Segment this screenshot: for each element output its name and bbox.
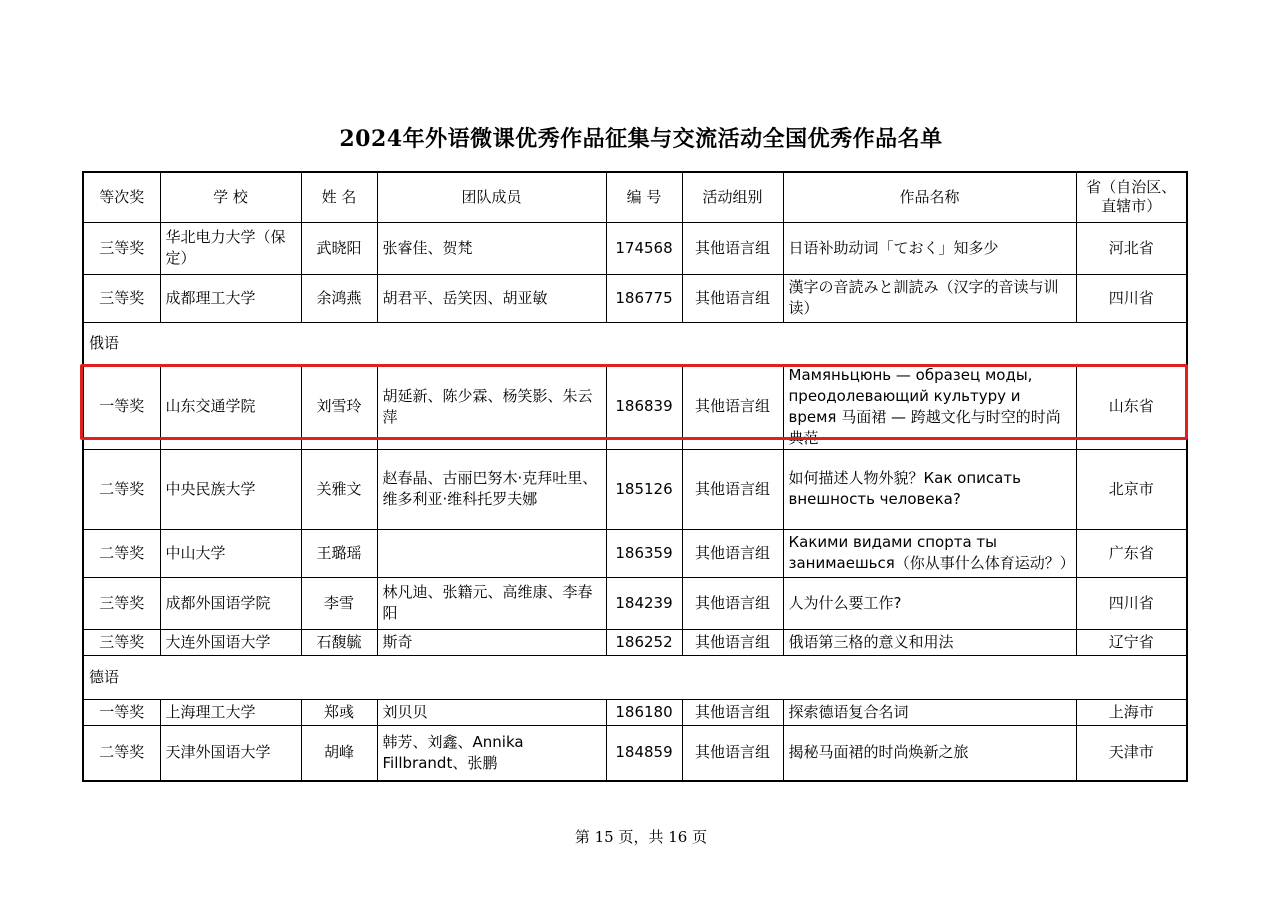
team-cell: 胡延新、陈少霖、杨笑影、朱云萍	[377, 364, 606, 449]
table-row	[83, 274, 1187, 322]
award-cell: 二等奖	[83, 725, 160, 781]
province-cell: 广东省	[1076, 529, 1187, 577]
group-cell: 其他语言组	[682, 222, 783, 274]
team-cell: 林凡迪、张籍元、高维康、李春阳	[377, 577, 606, 629]
school-cell: 中山大学	[160, 529, 301, 577]
school-cell: 上海理工大学	[160, 699, 301, 725]
school-cell: 华北电力大学（保定）	[160, 222, 301, 274]
school-cell: 成都理工大学	[160, 274, 301, 322]
group-cell: 其他语言组	[682, 364, 783, 449]
province-cell: 辽宁省	[1076, 629, 1187, 655]
work-cell: 探索德语复合名词	[783, 699, 1076, 725]
work-cell: Мамяньцюнь — образец моды, преодолевающий культуру и время 马面裙 — 跨越文化与时空的时尚典范	[783, 364, 1076, 449]
table-row	[83, 449, 1187, 529]
table-row	[83, 529, 1187, 577]
table-row	[83, 725, 1187, 781]
province-cell: 河北省	[1076, 222, 1187, 274]
work-cell: 人为什么要工作?	[783, 577, 1076, 629]
header-work: 作品名称	[783, 172, 1076, 222]
school-cell: 成都外国语学院	[160, 577, 301, 629]
team-cell: 赵春晶、古丽巴努木·克拜吐里、维多利亚·维科托罗夫娜	[377, 449, 606, 529]
award-cell: 三等奖	[83, 222, 160, 274]
name-cell: 武晓阳	[301, 222, 377, 274]
header-school: 学 校	[160, 172, 301, 222]
team-cell: 胡君平、岳笑因、胡亚敏	[377, 274, 606, 322]
group-cell: 其他语言组	[682, 274, 783, 322]
section-row-german	[83, 655, 1187, 699]
header-group: 活动组别	[682, 172, 783, 222]
document-title: 2024年外语微课优秀作品征集与交流活动全国优秀作品名单	[339, 126, 943, 152]
name-cell: 郑彧	[301, 699, 377, 725]
name-cell: 刘雪玲	[301, 364, 377, 449]
award-cell: 二等奖	[83, 449, 160, 529]
award-cell: 一等奖	[83, 699, 160, 725]
school-cell: 中央民族大学	[160, 449, 301, 529]
id-cell: 174568	[606, 222, 682, 274]
header-award: 等次奖	[83, 172, 160, 222]
team-cell: 刘贝贝	[377, 699, 606, 725]
province-cell: 上海市	[1076, 699, 1187, 725]
work-cell: 漢字の音読みと訓読み（汉字的音读与训读）	[783, 274, 1076, 322]
header-province	[1076, 172, 1187, 222]
group-cell: 其他语言组	[682, 449, 783, 529]
header-id: 编 号	[606, 172, 682, 222]
header-province-line2: 直辖市）	[1101, 197, 1162, 216]
table-row	[83, 629, 1187, 655]
team-cell	[377, 529, 606, 577]
group-cell: 其他语言组	[682, 699, 783, 725]
team-cell: 斯奇	[377, 629, 606, 655]
id-cell: 185126	[606, 449, 682, 529]
province-cell: 天津市	[1076, 725, 1187, 781]
section-row-russian	[83, 322, 1187, 364]
name-cell: 王璐瑶	[301, 529, 377, 577]
table-header-row	[83, 172, 1187, 222]
group-cell: 其他语言组	[682, 629, 783, 655]
header-province-line1: 省（自治区、	[1086, 178, 1177, 197]
name-cell: 石馥毓	[301, 629, 377, 655]
table-row	[83, 222, 1187, 274]
team-cell: 韩芳、刘鑫、Annika Fillbrandt、张鹏	[377, 725, 606, 781]
header-name: 姓 名	[301, 172, 377, 222]
school-cell: 山东交通学院	[160, 364, 301, 449]
province-cell: 北京市	[1076, 449, 1187, 529]
award-cell: 一等奖	[83, 364, 160, 449]
id-cell: 186252	[606, 629, 682, 655]
group-cell: 其他语言组	[682, 725, 783, 781]
award-cell: 三等奖	[83, 577, 160, 629]
school-cell: 大连外国语大学	[160, 629, 301, 655]
header-team: 团队成员	[377, 172, 606, 222]
id-cell: 186839	[606, 364, 682, 449]
group-cell: 其他语言组	[682, 577, 783, 629]
awards-table	[82, 171, 1188, 782]
award-cell: 三等奖	[83, 274, 160, 322]
section-label: 俄语	[83, 322, 1187, 364]
id-cell: 184859	[606, 725, 682, 781]
name-cell: 余鸿燕	[301, 274, 377, 322]
table-row	[83, 699, 1187, 725]
team-cell: 张睿佳、贺梵	[377, 222, 606, 274]
school-cell: 天津外国语大学	[160, 725, 301, 781]
id-cell: 186180	[606, 699, 682, 725]
table-row-highlighted	[83, 364, 1187, 449]
page-footer: 第 15 页，共 16 页	[574, 828, 708, 846]
name-cell: 李雪	[301, 577, 377, 629]
id-cell: 186775	[606, 274, 682, 322]
work-cell: 揭秘马面裙的时尚焕新之旅	[783, 725, 1076, 781]
work-cell: Какими видами спорта ты занимаешься（你从事什么体育运动？）	[783, 529, 1076, 577]
group-cell: 其他语言组	[682, 529, 783, 577]
work-cell: 如何描述人物外貌？Как описать внешность человека?	[783, 449, 1076, 529]
id-cell: 186359	[606, 529, 682, 577]
work-cell: 日语补助动词「ておく」知多少	[783, 222, 1076, 274]
province-cell: 四川省	[1076, 577, 1187, 629]
name-cell: 胡峰	[301, 725, 377, 781]
award-cell: 三等奖	[83, 629, 160, 655]
name-cell: 关雅文	[301, 449, 377, 529]
award-cell: 二等奖	[83, 529, 160, 577]
section-label: 德语	[83, 655, 1187, 699]
province-cell: 山东省	[1076, 364, 1187, 449]
id-cell: 184239	[606, 577, 682, 629]
work-cell: 俄语第三格的意义和用法	[783, 629, 1076, 655]
province-cell: 四川省	[1076, 274, 1187, 322]
table-row	[83, 577, 1187, 629]
